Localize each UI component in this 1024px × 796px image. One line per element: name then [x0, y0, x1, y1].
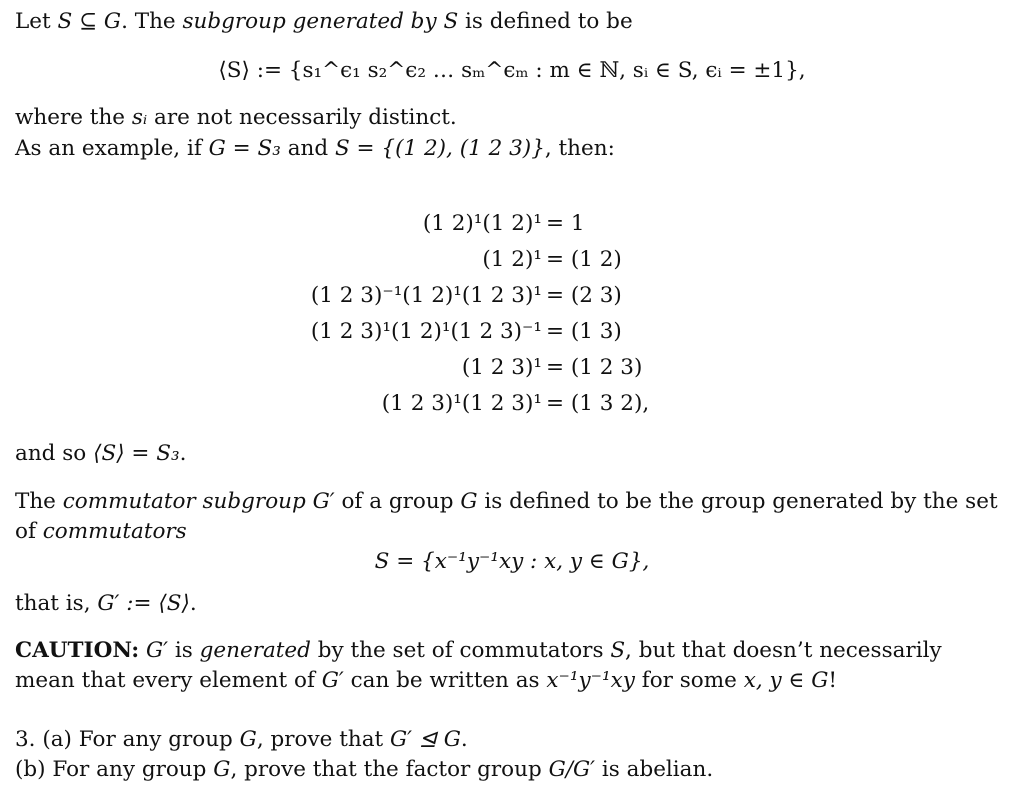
math-generated-subgroup-set: ⟨S⟩ := {s₁^ϵ₁ s₂^ϵ₂ … sₘ^ϵₘ : m ∈ ℕ, sᵢ ∈ S, ϵᵢ = ±1}, [218, 58, 806, 83]
equation-rhs: = (1 3) [546, 319, 622, 344]
math-g-prime: G′ [312, 489, 335, 514]
math-s: S [443, 9, 459, 34]
term-commutators: commutators [42, 519, 187, 544]
equation-lhs: (1 2)¹ [482, 247, 542, 272]
text-written-as: can be written as [343, 668, 547, 693]
example-conclusion [15, 439, 186, 468]
commutator-subgroup-notation [15, 589, 197, 618]
text-prove-that: , prove that [256, 727, 390, 752]
equation-row [0, 242, 649, 278]
term-generated: generated [199, 638, 311, 663]
text-period: . [179, 441, 187, 466]
text-for-some: for some [634, 668, 744, 693]
text-let: Let [15, 9, 58, 34]
math-s: S [610, 638, 626, 663]
math-commutator-set: S = {x⁻¹y⁻¹xy : x, y ∈ G}, [374, 549, 650, 574]
equation-row [0, 386, 649, 422]
text-period: . [189, 591, 197, 616]
equation-rhs: = 1 [546, 211, 585, 236]
math-g-prime: G′ [146, 638, 169, 663]
text-where: where the [15, 105, 132, 130]
equation-row [0, 278, 649, 314]
problem-3a [15, 725, 468, 754]
equation-rhs: = (1 2) [546, 247, 622, 272]
equation-lhs: (1 2)¹(1 2)¹ [422, 211, 542, 236]
term-subgroup-generated-by: subgroup generated by [182, 9, 437, 34]
problem-3b [15, 755, 713, 784]
example-intro [15, 134, 615, 163]
text-not-distinct: are not necessarily distinct. [147, 105, 457, 130]
text-then: , then: [544, 136, 615, 161]
text-exclamation: ! [828, 668, 838, 693]
math-commutator: x⁻¹y⁻¹xy [546, 668, 635, 693]
text-of: of [15, 519, 43, 544]
text-generated-by-set: is defined to be the group generated by the set [477, 489, 998, 514]
math-g-prime: G′ [321, 668, 344, 693]
text-and-so: and so [15, 441, 94, 466]
text-example: As an example, if [15, 136, 209, 161]
math-quotient-group: G/G′ [548, 757, 596, 782]
equation-rhs: = (1 2 3) [546, 355, 643, 380]
equation-lhs: (1 2 3)¹(1 2 3)¹ [381, 391, 542, 416]
equation-row [0, 350, 649, 386]
text-and: and [280, 136, 335, 161]
text-factor-group: , prove that the factor group [230, 757, 549, 782]
text-is: is [168, 638, 200, 663]
caution-line [15, 636, 942, 665]
text-is-abelian: is abelian. [595, 757, 714, 782]
equation-rhs: = (2 3) [546, 283, 622, 308]
math-s-subset-g: S ⊆ G [57, 9, 122, 34]
math-g: G [239, 727, 257, 752]
text-period: . [460, 727, 468, 752]
caution-line-2 [15, 666, 837, 695]
caution-label: CAUTION: [15, 638, 140, 663]
math-s-set: S = {(1 2), (1 2 3)} [334, 136, 545, 161]
equation-row [0, 206, 649, 242]
commutator-definition [15, 487, 998, 516]
equation-lhs: (1 2 3)¹(1 2)¹(1 2 3)⁻¹ [310, 319, 542, 344]
equation-lhs: (1 2 3)¹ [461, 355, 542, 380]
math-x-y-in-g: x, y ∈ G [743, 668, 829, 693]
term-commutator-subgroup: commutator subgroup [62, 489, 306, 514]
math-g-equals-s3: G = S₃ [208, 136, 281, 161]
commutator-definition-cont [15, 517, 187, 546]
commutator-formula [0, 547, 1024, 576]
space [139, 638, 146, 663]
text-problem-3a: 3. (a) For any group [15, 727, 240, 752]
math-g-prime-def: G′ := ⟨S⟩ [97, 591, 190, 616]
example-equations [0, 206, 649, 422]
equation-lhs: (1 2 3)⁻¹(1 2)¹(1 2 3)¹ [310, 283, 542, 308]
text-problem-3b: (b) For any group [15, 757, 214, 782]
text-the: The [15, 489, 63, 514]
text-that-is: that is, [15, 591, 98, 616]
text-the: . The [121, 9, 183, 34]
equation-rhs: = (1 3 2), [546, 391, 650, 416]
definition-formula [0, 56, 1024, 85]
math-g: G [213, 757, 231, 782]
math-generated-equals-s3: ⟨S⟩ = S₃ [93, 441, 180, 466]
space [306, 489, 313, 514]
definition-intro [15, 7, 633, 36]
text-of-a-group: of a group [334, 489, 461, 514]
text-by-set: by the set of commutators [310, 638, 611, 663]
distinct-note [15, 103, 457, 132]
math-g: G [460, 489, 478, 514]
math-si: sᵢ [131, 105, 148, 130]
text-but: , but that doesn’t necessarily [625, 638, 942, 663]
equation-row [0, 314, 649, 350]
text-mean-that: mean that every element of [15, 668, 322, 693]
math-g-prime-normal: G′ ⊴ G [389, 727, 461, 752]
text-is-defined: is defined to be [458, 9, 633, 34]
